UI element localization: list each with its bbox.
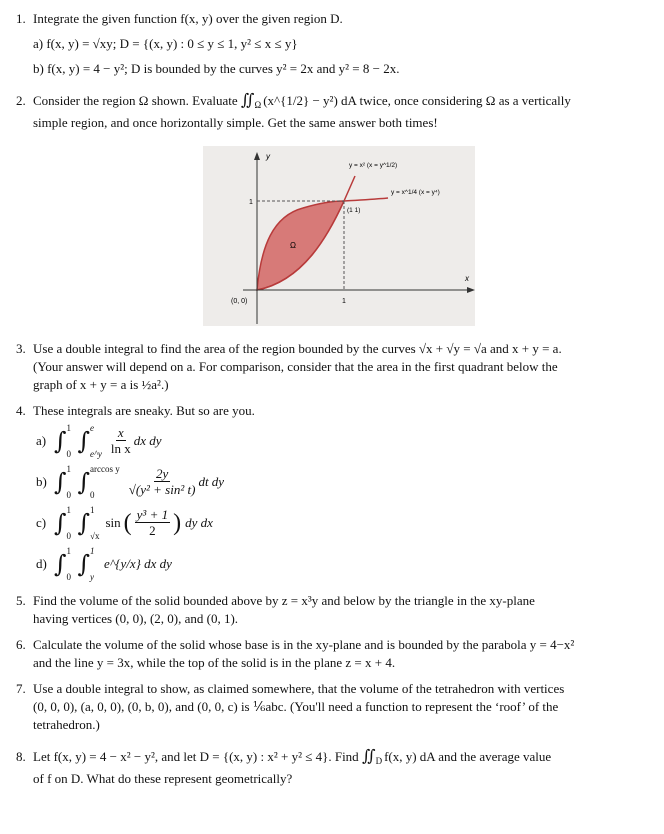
problem-number: 8. [16, 749, 26, 764]
integral-sign: ∫ [54, 467, 67, 496]
upper-limit: arccos y [90, 463, 120, 474]
problem-3-line1: Use a double integral to find the area of the region bounded by the curves √x + √y = √a and x + y = a. [33, 341, 562, 356]
text: f(x, y) dA and the average value [384, 749, 552, 764]
lower-limit: 0 [66, 489, 72, 500]
problem-7 [0, 680, 664, 734]
problem-6 [0, 636, 664, 672]
numerator: 2y [155, 466, 169, 481]
x-tick: 1 [342, 298, 346, 305]
problem-4-text: These integrals are sneaky. But so are you. [33, 403, 255, 418]
problem-number: 4. [16, 403, 26, 418]
integral-d [33, 543, 664, 584]
problem-1-text: Integrate the given function f(x, y) over the given region D. [33, 11, 343, 26]
problem-8 [0, 748, 664, 788]
problem-7-line2: (0, 0, 0), (a, 0, 0), (0, b, 0), and (0, 0, c) is ⅙abc. (You'll need a function to represent the ‘roof’ of the [33, 699, 559, 714]
integral-a [33, 420, 664, 461]
x-axis-arrow-icon [467, 287, 475, 293]
integral-sign: ∫ [77, 549, 91, 578]
double-integral-sign: ∬ [240, 92, 255, 109]
problem-4 [0, 402, 664, 584]
item-label: d) [36, 555, 47, 571]
lower-limit: 0 [66, 571, 72, 582]
problem-number: 6. [16, 637, 26, 652]
problem-5-line1: Find the volume of the solid bounded above by z = x³y and below by the triangle in the xy-plane [33, 593, 535, 608]
integral-sign: ∫ [77, 426, 91, 455]
x-label: x [465, 274, 469, 283]
item-label: c) [36, 514, 47, 530]
curve2-label: y = x^1/4 (x = y⁴) [391, 189, 440, 196]
upper-limit: 1 [66, 504, 72, 515]
denominator: √(y² + sin² t) [128, 482, 196, 497]
upper-limit: 1 [66, 422, 72, 433]
problem-3-line2: (Your answer will depend on a. For comparison, consider that the area in the first quadrant below the [33, 359, 558, 374]
upper-limit: 1 [90, 504, 95, 515]
numerator: x [117, 425, 124, 440]
differentials: dt dy [198, 473, 225, 489]
problem-8-line2: of f on D. What do these represent geometrically? [33, 771, 293, 786]
text: (x^{1/2} − y²) dA twice, once considering Ω as a vertically [263, 93, 571, 108]
double-integral-sign: ∬ [361, 748, 376, 765]
region-omega [257, 201, 344, 290]
problem-8-line1 [33, 748, 664, 766]
region-figure [203, 146, 475, 326]
text: Consider the region Ω shown. Evaluate [33, 93, 238, 108]
problem-number: 7. [16, 681, 26, 696]
integral-region: Ω [254, 100, 262, 110]
problem-number: 3. [16, 341, 26, 356]
lower-limit: 0 [90, 489, 95, 500]
lower-limit: e^y [90, 448, 102, 459]
differentials: dy dx [185, 514, 213, 530]
integral-sign: ∫ [77, 467, 91, 496]
problem-number: 1. [16, 11, 26, 26]
integral-sign: ∫ [54, 549, 67, 578]
problem-3-line3: graph of x + y = a is ½a².) [33, 377, 169, 392]
sin: sin [105, 514, 121, 530]
differentials: dx dy [133, 432, 162, 448]
integral-b [33, 461, 664, 502]
lower-limit: y [90, 571, 95, 582]
denominator: ln x [110, 441, 131, 456]
upper-limit: 1 [66, 463, 72, 474]
lower-limit: √x [90, 530, 100, 541]
problem-number: 2. [16, 93, 26, 108]
lower-limit: 0 [66, 448, 72, 459]
curve-x-quarter [344, 198, 388, 201]
problem-2-line1 [33, 92, 664, 110]
region-label: Ω [290, 241, 296, 250]
point-label: (1 1) [347, 207, 361, 214]
lower-limit: 0 [66, 530, 72, 541]
y-axis-arrow-icon [254, 152, 260, 160]
upper-limit: 1 [66, 545, 72, 556]
problem-7-line3: tetrahedron.) [33, 717, 100, 732]
problem-1b: b) f(x, y) = 4 − y²; D is bounded by the curves y² = 2x and y² = 8 − 2x. [33, 61, 400, 76]
upper-limit: 1 [90, 545, 95, 556]
upper-limit: e [90, 422, 95, 433]
item-label: a) [36, 432, 47, 448]
origin-label: (0, 0) [231, 298, 248, 305]
problem-3 [0, 340, 664, 394]
problem-2 [0, 92, 664, 326]
problem-number: 5. [16, 593, 26, 608]
problem-2-line2: simple region, and once horizontally simple. Get the same answer both times! [33, 115, 438, 130]
problem-6-line1: Calculate the volume of the solid whose base is in the xy-plane and is bounded by the parabola y = 4−x² [33, 637, 575, 652]
integrand: e^{y/x} dx dy [104, 555, 172, 571]
y-label: y [266, 152, 270, 161]
integral-region: D [375, 756, 383, 766]
problem-6-line2: and the line y = 3x, while the top of the solid is in the plane z = x + 4. [33, 655, 396, 670]
problem-5 [0, 592, 664, 628]
integral-c: c) ∫ 1 0 ∫ 1 √x sin ( $\frac{\text{y³ + 1}}{2}$ ) dy dx [36, 504, 213, 541]
item-label: b) [36, 473, 47, 489]
numerator: y³ + 1 [136, 507, 169, 522]
problem-7-line1: Use a double integral to show, as claimed somewhere, that the volume of the tetrahedron with vertices [33, 681, 565, 696]
integral-sign: ∫ [54, 508, 67, 537]
text: Let f(x, y) = 4 − x² − y², and let D = {(x, y) : x² + y² ≤ 4}. Find [33, 749, 359, 764]
integral-sign: ∫ [77, 508, 91, 537]
problem-1a: a) f(x, y) = √xy; D = {(x, y) : 0 ≤ y ≤ 1, y² ≤ x ≤ y} [33, 36, 298, 51]
problem-1 [0, 10, 664, 78]
curve1-label: y = x² (x = y^1/2) [349, 162, 398, 169]
integral-sign: ∫ [54, 426, 67, 455]
problem-5-line2: having vertices (0, 0), (2, 0), and (0, 1). [33, 611, 239, 626]
denominator: 2 [149, 523, 156, 538]
y-tick: 1 [249, 199, 253, 206]
